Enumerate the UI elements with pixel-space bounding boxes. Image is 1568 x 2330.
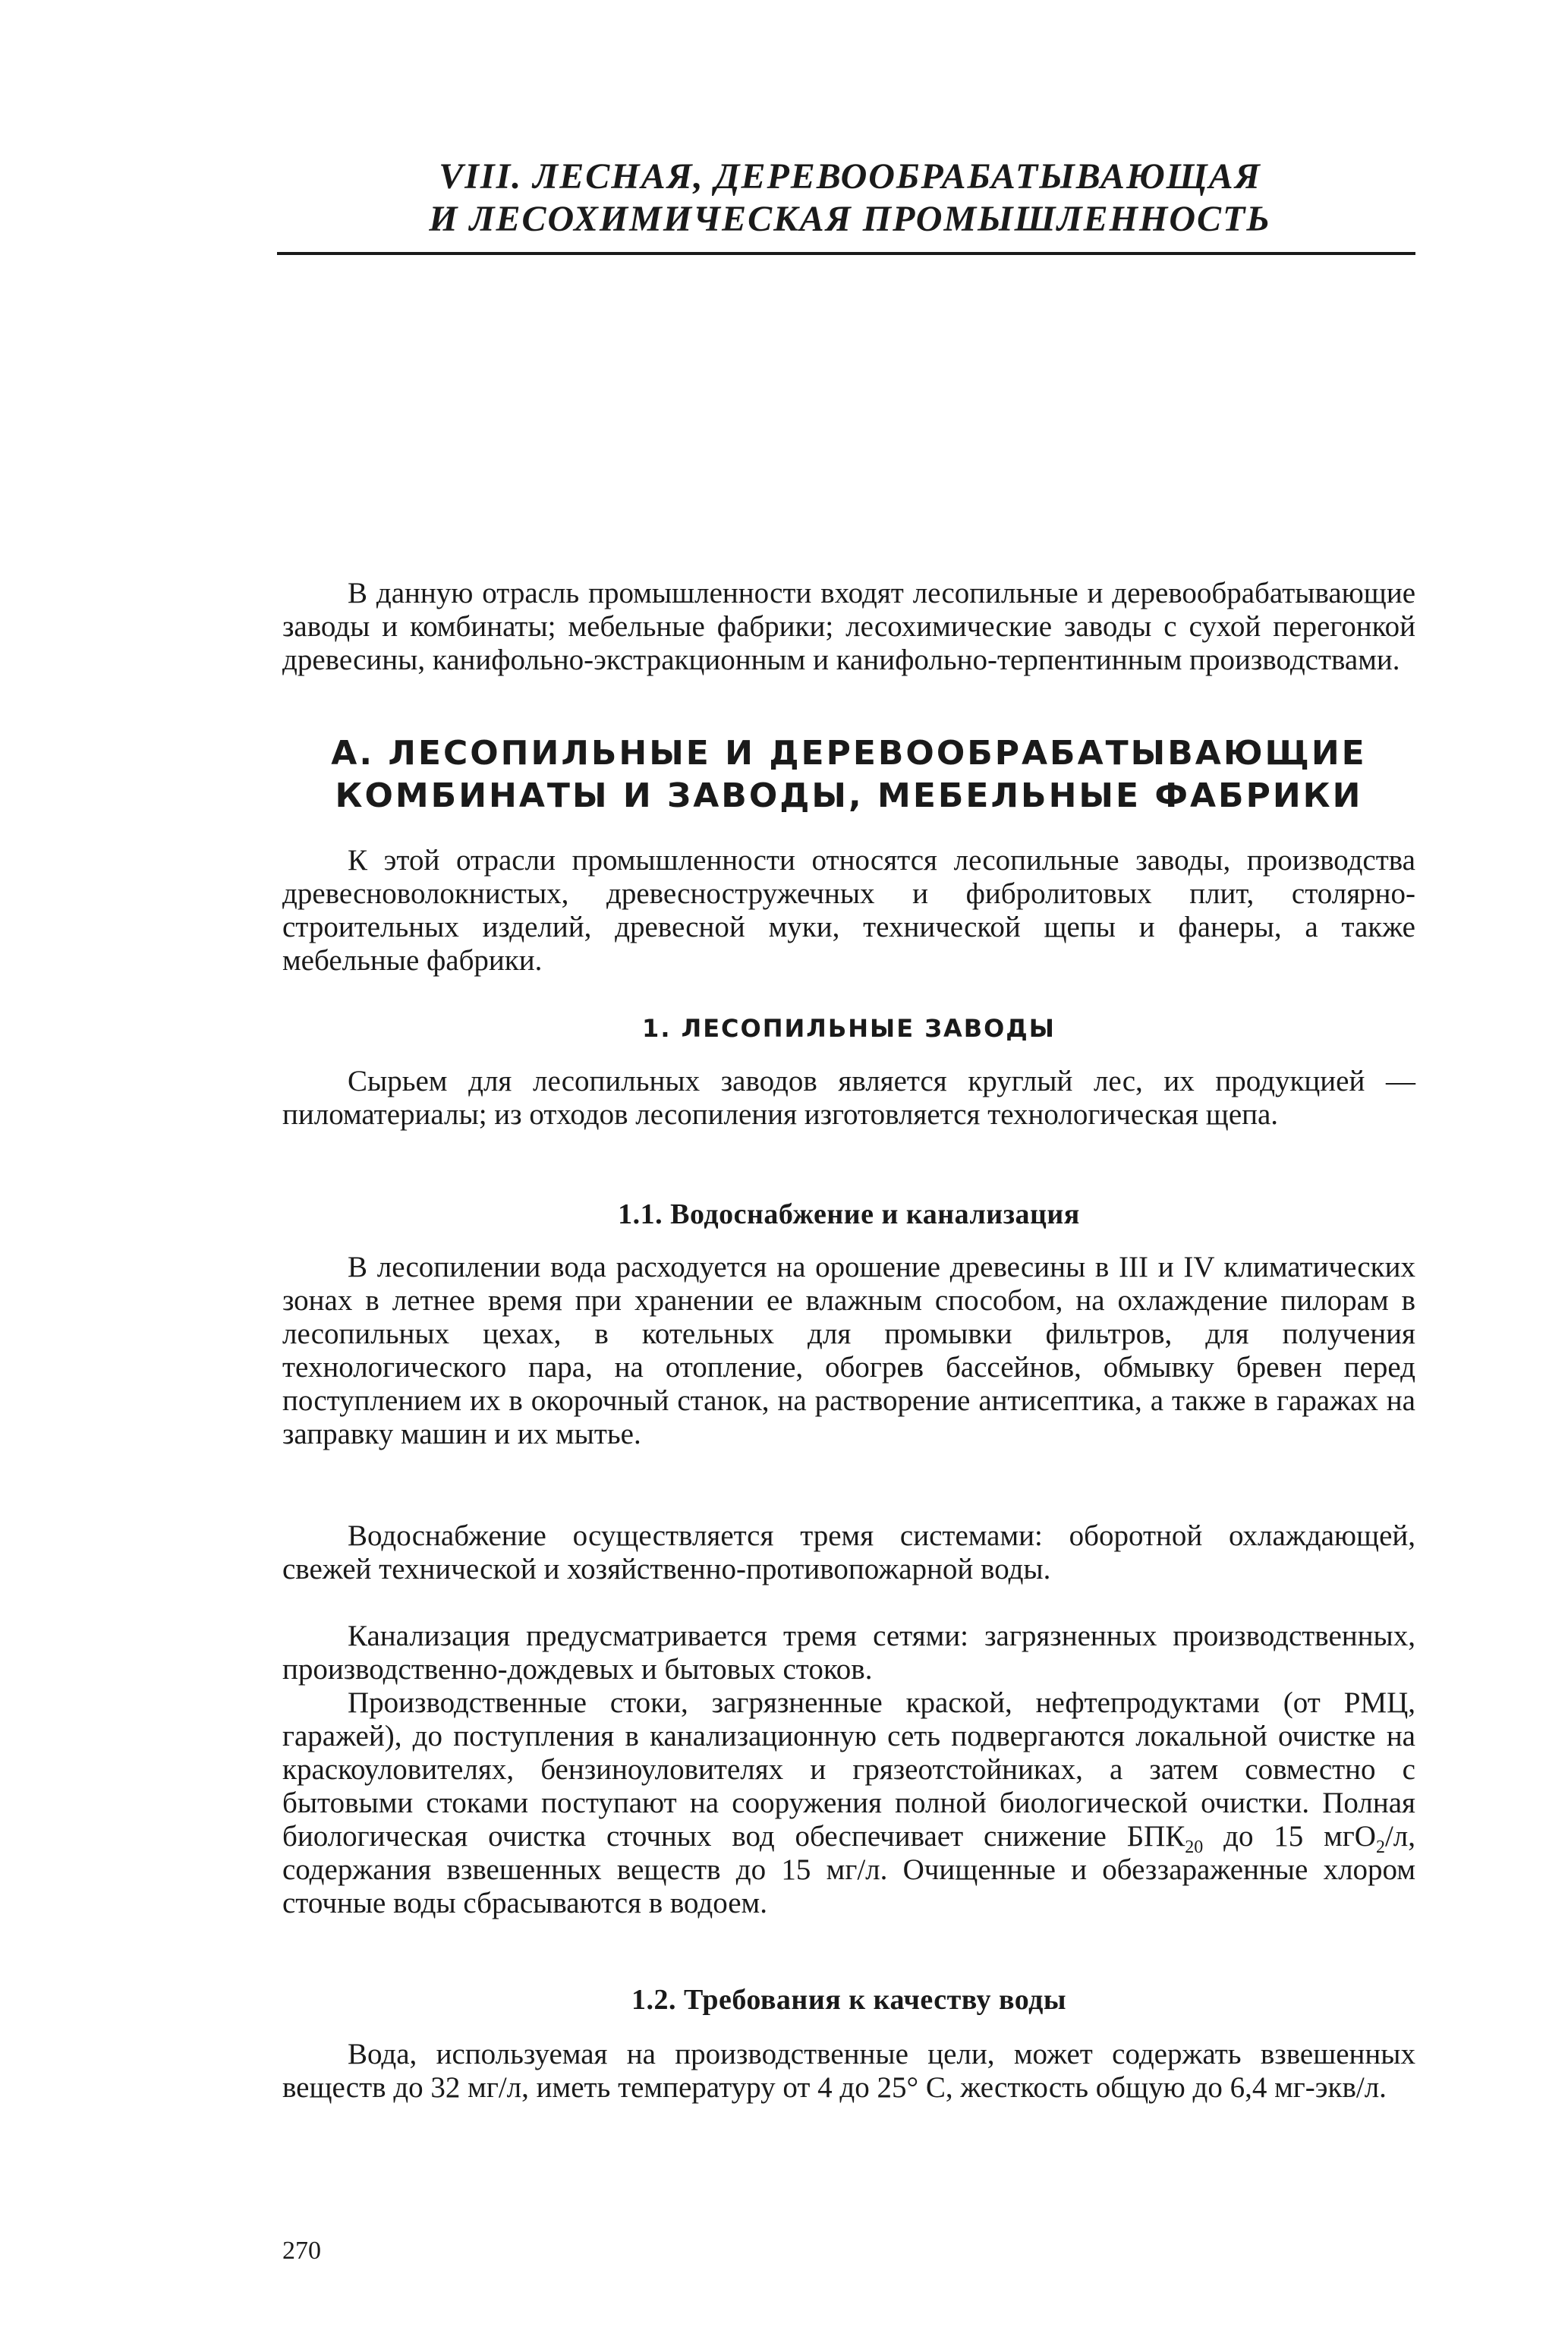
chapter-title (281, 156, 1419, 241)
bpk-subscript: 20 (1185, 1837, 1204, 1857)
section-1-paragraph: Сырьем для лесопильных заводов является круглый лес, их продукцией — пиломатериалы; из отходов лесопиления изготовляется технологическая щепа. (282, 1065, 1415, 1131)
oxygen-subscript: 2 (1375, 1837, 1385, 1857)
chapter-title-line-2: И ЛЕСОХИМИЧЕСКАЯ ПРОМЫШЛЕННОСТЬ (429, 199, 1271, 239)
section-1-2-heading: 1.2. Требования к качеству воды (631, 1984, 1067, 2016)
section-a-heading-line-1: А. ЛЕСОПИЛЬНЫЕ И ДЕРЕВООБРАБАТЫВАЮЩИЕ (331, 734, 1367, 773)
chapter-title-line-1: VIII. ЛЕСНАЯ, ДЕРЕВООБРАБАТЫВАЮЩАЯ (439, 156, 1261, 197)
section-1-heading: 1. ЛЕСОПИЛЬНЫЕ ЗАВОДЫ (642, 1014, 1056, 1043)
paragraph-4-text-a: Производственные стоки, загрязненные краской, нефтепродуктами (от РМЦ, гаражей), до поступления в канализационную сеть подвергаются локальной очистке на краскоуловителях, бензиноуловителях и грязеотстойниках, а затем совместно с бытовыми стоками поступают на сооружения полной биологической очистки. Полная биологическая очистка сточных вод обеспечивает снижение БПК (282, 1686, 1415, 1853)
paragraph-4-text-c: /л, содержания взвешенных веществ до 15 мг/л. Очищенные и обеззараженные хлором сточные воды сбрасываются в водоем. (282, 1820, 1416, 1919)
section-a-paragraph: К этой отрасли промышленности относятся лесопильные заводы, производства древесноволокнистых, древесностружечных и фибролитовых плит, столярно-строительных изделий, древесной муки, технической щепы и фанеры, а также мебельные фабрики. (282, 844, 1415, 977)
section-1-1-paragraph-4 (282, 1686, 1415, 1920)
section-1-1-heading: 1.1. Водоснабжение и канализация (618, 1198, 1080, 1230)
section-a-heading (282, 732, 1415, 817)
intro-paragraph: В данную отрасль промышленности входят лесопильные и деревообрабатывающие заводы и комбинаты; мебельные фабрики; лесохимические заводы с сухой перегонкой древесины, канифольно-экстракционным и канифольно-терпентинным производствами. (282, 577, 1415, 676)
paragraph-4-text-b: до 15 мгО (1203, 1820, 1376, 1853)
section-1-2-paragraph: Вода, используемая на производственные цели, может содержать взвешенных веществ до 32 мг/л, иметь температуру от 4 до 25° С, жесткость общую до 6,4 мг-экв/л. (282, 2038, 1415, 2104)
section-1-1-paragraph-1: В лесопилении вода расходуется на орошение древесины в III и IV климатических зонах в летнее время при хранении ее влажным способом, на охлаждение пилорам в лесопильных цехах, в котельных для промывки фильтров, для получения технологического пара, на отопление, обогрев бассейнов, обмывку бревен перед поступлением их в окорочный станок, на растворение антисептика, а также в гаражах на заправку машин и их мытье. (282, 1251, 1415, 1450)
section-1-1-paragraph-2: Водоснабжение осуществляется тремя системами: оборотной охлаждающей, свежей технической и хозяйственно-противопожарной воды. (282, 1519, 1415, 1585)
chapter-divider (277, 252, 1415, 255)
page-number: 270 (282, 2237, 321, 2265)
section-1-1-paragraph-3: Канализация предусматривается тремя сетями: загрязненных производственных, производственно-дождевых и бытовых стоков. (282, 1620, 1415, 1686)
section-a-heading-line-2: КОМБИНАТЫ И ЗАВОДЫ, МЕБЕЛЬНЫЕ ФАБРИКИ (335, 776, 1363, 815)
